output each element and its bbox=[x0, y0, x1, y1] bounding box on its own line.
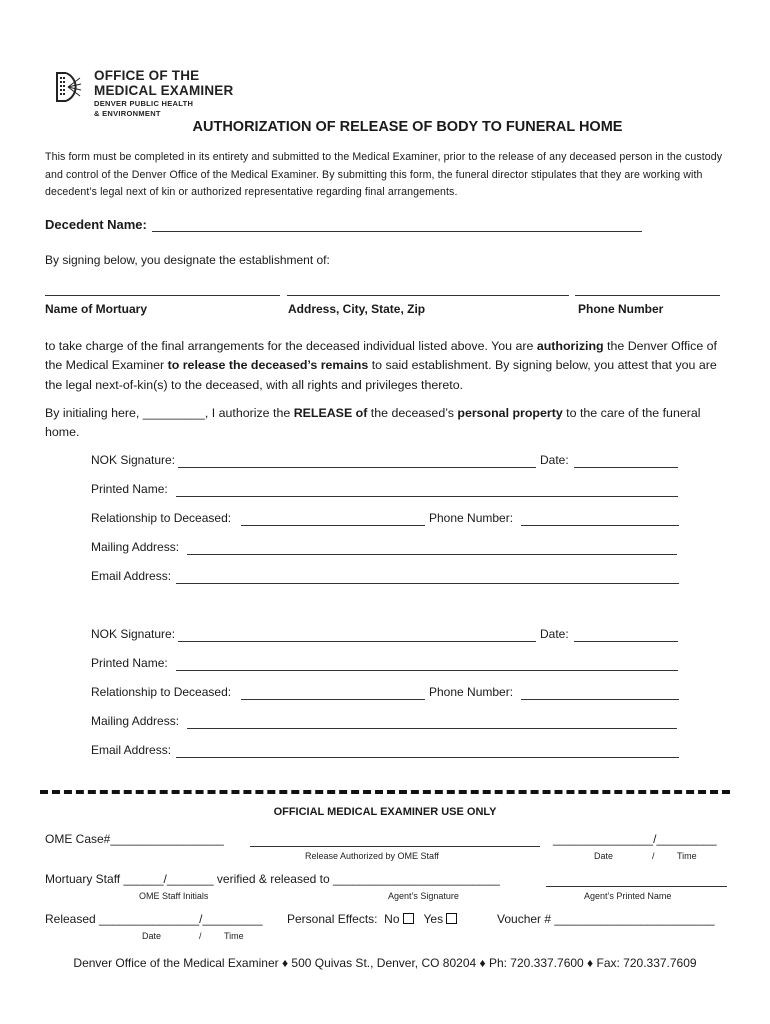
released-slash-label: / bbox=[199, 931, 202, 941]
agent-printed-name-label: Agent’s Printed Name bbox=[584, 891, 672, 901]
nok-email-field[interactable] bbox=[176, 757, 679, 758]
nok-phone-label: Phone Number: bbox=[429, 511, 514, 525]
nok-printed-name-field[interactable] bbox=[176, 670, 678, 671]
release-time-label: Time bbox=[677, 851, 697, 861]
nok-mailing-field[interactable] bbox=[187, 554, 677, 555]
nok-email-label: Email Address: bbox=[91, 569, 172, 583]
designate-text: By signing below, you designate the establishment of: bbox=[45, 253, 330, 267]
nok-mailing-label: Mailing Address: bbox=[91, 714, 180, 728]
property-text-2: the deceased’s bbox=[367, 406, 458, 420]
nok-relationship-field[interactable] bbox=[241, 699, 425, 700]
release-slash-label: / bbox=[652, 851, 655, 861]
logo-line-4: & ENVIRONMENT bbox=[94, 109, 161, 118]
nok-date-label: Date: bbox=[540, 627, 569, 641]
nok-relationship-label: Relationship to Deceased: bbox=[91, 685, 232, 699]
released-time-label: Time bbox=[224, 931, 244, 941]
agent-printed-name-field[interactable] bbox=[546, 886, 727, 887]
nok-date-field[interactable] bbox=[574, 641, 678, 642]
property-paragraph bbox=[45, 404, 730, 443]
nok-phone-field[interactable] bbox=[521, 525, 679, 526]
logo-line-2: MEDICAL EXAMINER bbox=[94, 83, 234, 98]
released-date-time-field[interactable]: Released _______________/_________ bbox=[45, 912, 263, 926]
nok-printed-name-field[interactable] bbox=[176, 496, 678, 497]
release-authorized-label: Release Authorized by OME Staff bbox=[305, 851, 439, 861]
release-authorized-field[interactable] bbox=[250, 846, 540, 847]
nok-mailing-label: Mailing Address: bbox=[91, 540, 180, 554]
ome-staff-initials-label: OME Staff Initials bbox=[139, 891, 209, 901]
no-label: No bbox=[384, 912, 400, 926]
nok-date-label: Date: bbox=[540, 453, 569, 467]
yes-label: Yes bbox=[423, 912, 444, 926]
official-use-heading: OFFICIAL MEDICAL EXAMINER USE ONLY bbox=[273, 806, 497, 818]
release-date-label: Date bbox=[594, 851, 614, 861]
property-text-3: to the care of the funeral home. bbox=[45, 406, 701, 440]
decedent-name-field[interactable] bbox=[152, 231, 642, 232]
personal-effects-text: Personal Effects: bbox=[287, 912, 378, 926]
nok-printed-name-label: Printed Name: bbox=[91, 482, 168, 496]
nok-mailing-field[interactable] bbox=[187, 728, 677, 729]
nok-signature-label: NOK Signature: bbox=[91, 453, 176, 467]
voucher-field[interactable]: Voucher # ________________________ bbox=[497, 912, 715, 926]
release-date-time-field[interactable]: _______________/_________ bbox=[553, 832, 717, 846]
logo-line-3: DENVER PUBLIC HEALTH bbox=[94, 99, 194, 108]
logo-line-1: OFFICE OF THE bbox=[94, 68, 200, 83]
mortuary-phone-label: Phone Number bbox=[578, 302, 664, 316]
property-text-1: By initialing here, _________, I authorize the bbox=[45, 406, 294, 420]
nok-phone-field[interactable] bbox=[521, 699, 679, 700]
intro-paragraph: This form must be completed in its entirety and submitted to the Medical Examiner, prior to the release of any deceased person in the custody and control of the Denver Office of the Medical Examiner. By submitting this form, the funeral director stipulates that they are working with decedent’s legal next of kin or authorized representative regarding final arrangements. bbox=[45, 151, 723, 198]
mortuary-name-field[interactable] bbox=[45, 295, 280, 296]
authorization-text-2: the Denver Office of the Medical Examiner bbox=[45, 339, 718, 373]
nok-date-field[interactable] bbox=[574, 467, 678, 468]
personal-effects-label bbox=[287, 912, 457, 926]
mortuary-address-label: Address, City, State, Zip bbox=[288, 302, 426, 316]
nok-relationship-label: Relationship to Deceased: bbox=[91, 511, 232, 525]
nok-printed-name-label: Printed Name: bbox=[91, 656, 168, 670]
authorization-paragraph bbox=[45, 337, 730, 395]
cut-line-divider bbox=[40, 790, 730, 794]
authorization-text-1: to take charge of the final arrangements for the deceased individual listed above. You are bbox=[45, 339, 537, 353]
agent-signature-label: Agent’s Signature bbox=[388, 891, 459, 901]
yes-checkbox[interactable] bbox=[446, 913, 457, 924]
nok-email-label: Email Address: bbox=[91, 743, 172, 757]
nok-signature-field[interactable] bbox=[178, 641, 536, 642]
property-bold-1: RELEASE of bbox=[293, 406, 368, 420]
nok-signature-label: NOK Signature: bbox=[91, 627, 176, 641]
footer-contact: Denver Office of the Medical Examiner ♦ 500 Quivas St., Denver, CO 80204 ♦ Ph: 720.337.7600 ♦ Fax: 720.337.7609 bbox=[73, 956, 697, 970]
nok-signature-field[interactable] bbox=[178, 467, 536, 468]
nok-phone-label: Phone Number: bbox=[429, 685, 514, 699]
nok-email-field[interactable] bbox=[176, 583, 679, 584]
released-date-label: Date bbox=[142, 931, 162, 941]
property-bold-2: personal property bbox=[457, 406, 563, 420]
no-checkbox[interactable] bbox=[403, 913, 414, 924]
authorization-text-3: to said establishment. By signing below, you attest that you are the legal next-of-kin(s) to the deceased, with all rights and privileges thereto. bbox=[45, 358, 717, 392]
mortuary-phone-field[interactable] bbox=[575, 295, 720, 296]
mortuary-name-label: Name of Mortuary bbox=[45, 302, 148, 316]
nok-relationship-field[interactable] bbox=[241, 525, 425, 526]
ome-case-field[interactable]: OME Case#_________________ bbox=[45, 832, 224, 846]
medical-examiner-logo-icon bbox=[54, 68, 84, 108]
authorization-bold-1: authorizing bbox=[536, 339, 604, 353]
authorization-bold-2: to release the deceased’s remains bbox=[167, 358, 369, 373]
decedent-name-label: Decedent Name: bbox=[45, 217, 147, 232]
mortuary-staff-field[interactable]: Mortuary Staff ______/_______ verified & released to _________________________ bbox=[45, 872, 500, 886]
mortuary-address-field[interactable] bbox=[287, 295, 569, 296]
form-title: AUTHORIZATION OF RELEASE OF BODY TO FUNERAL HOME bbox=[192, 119, 623, 135]
